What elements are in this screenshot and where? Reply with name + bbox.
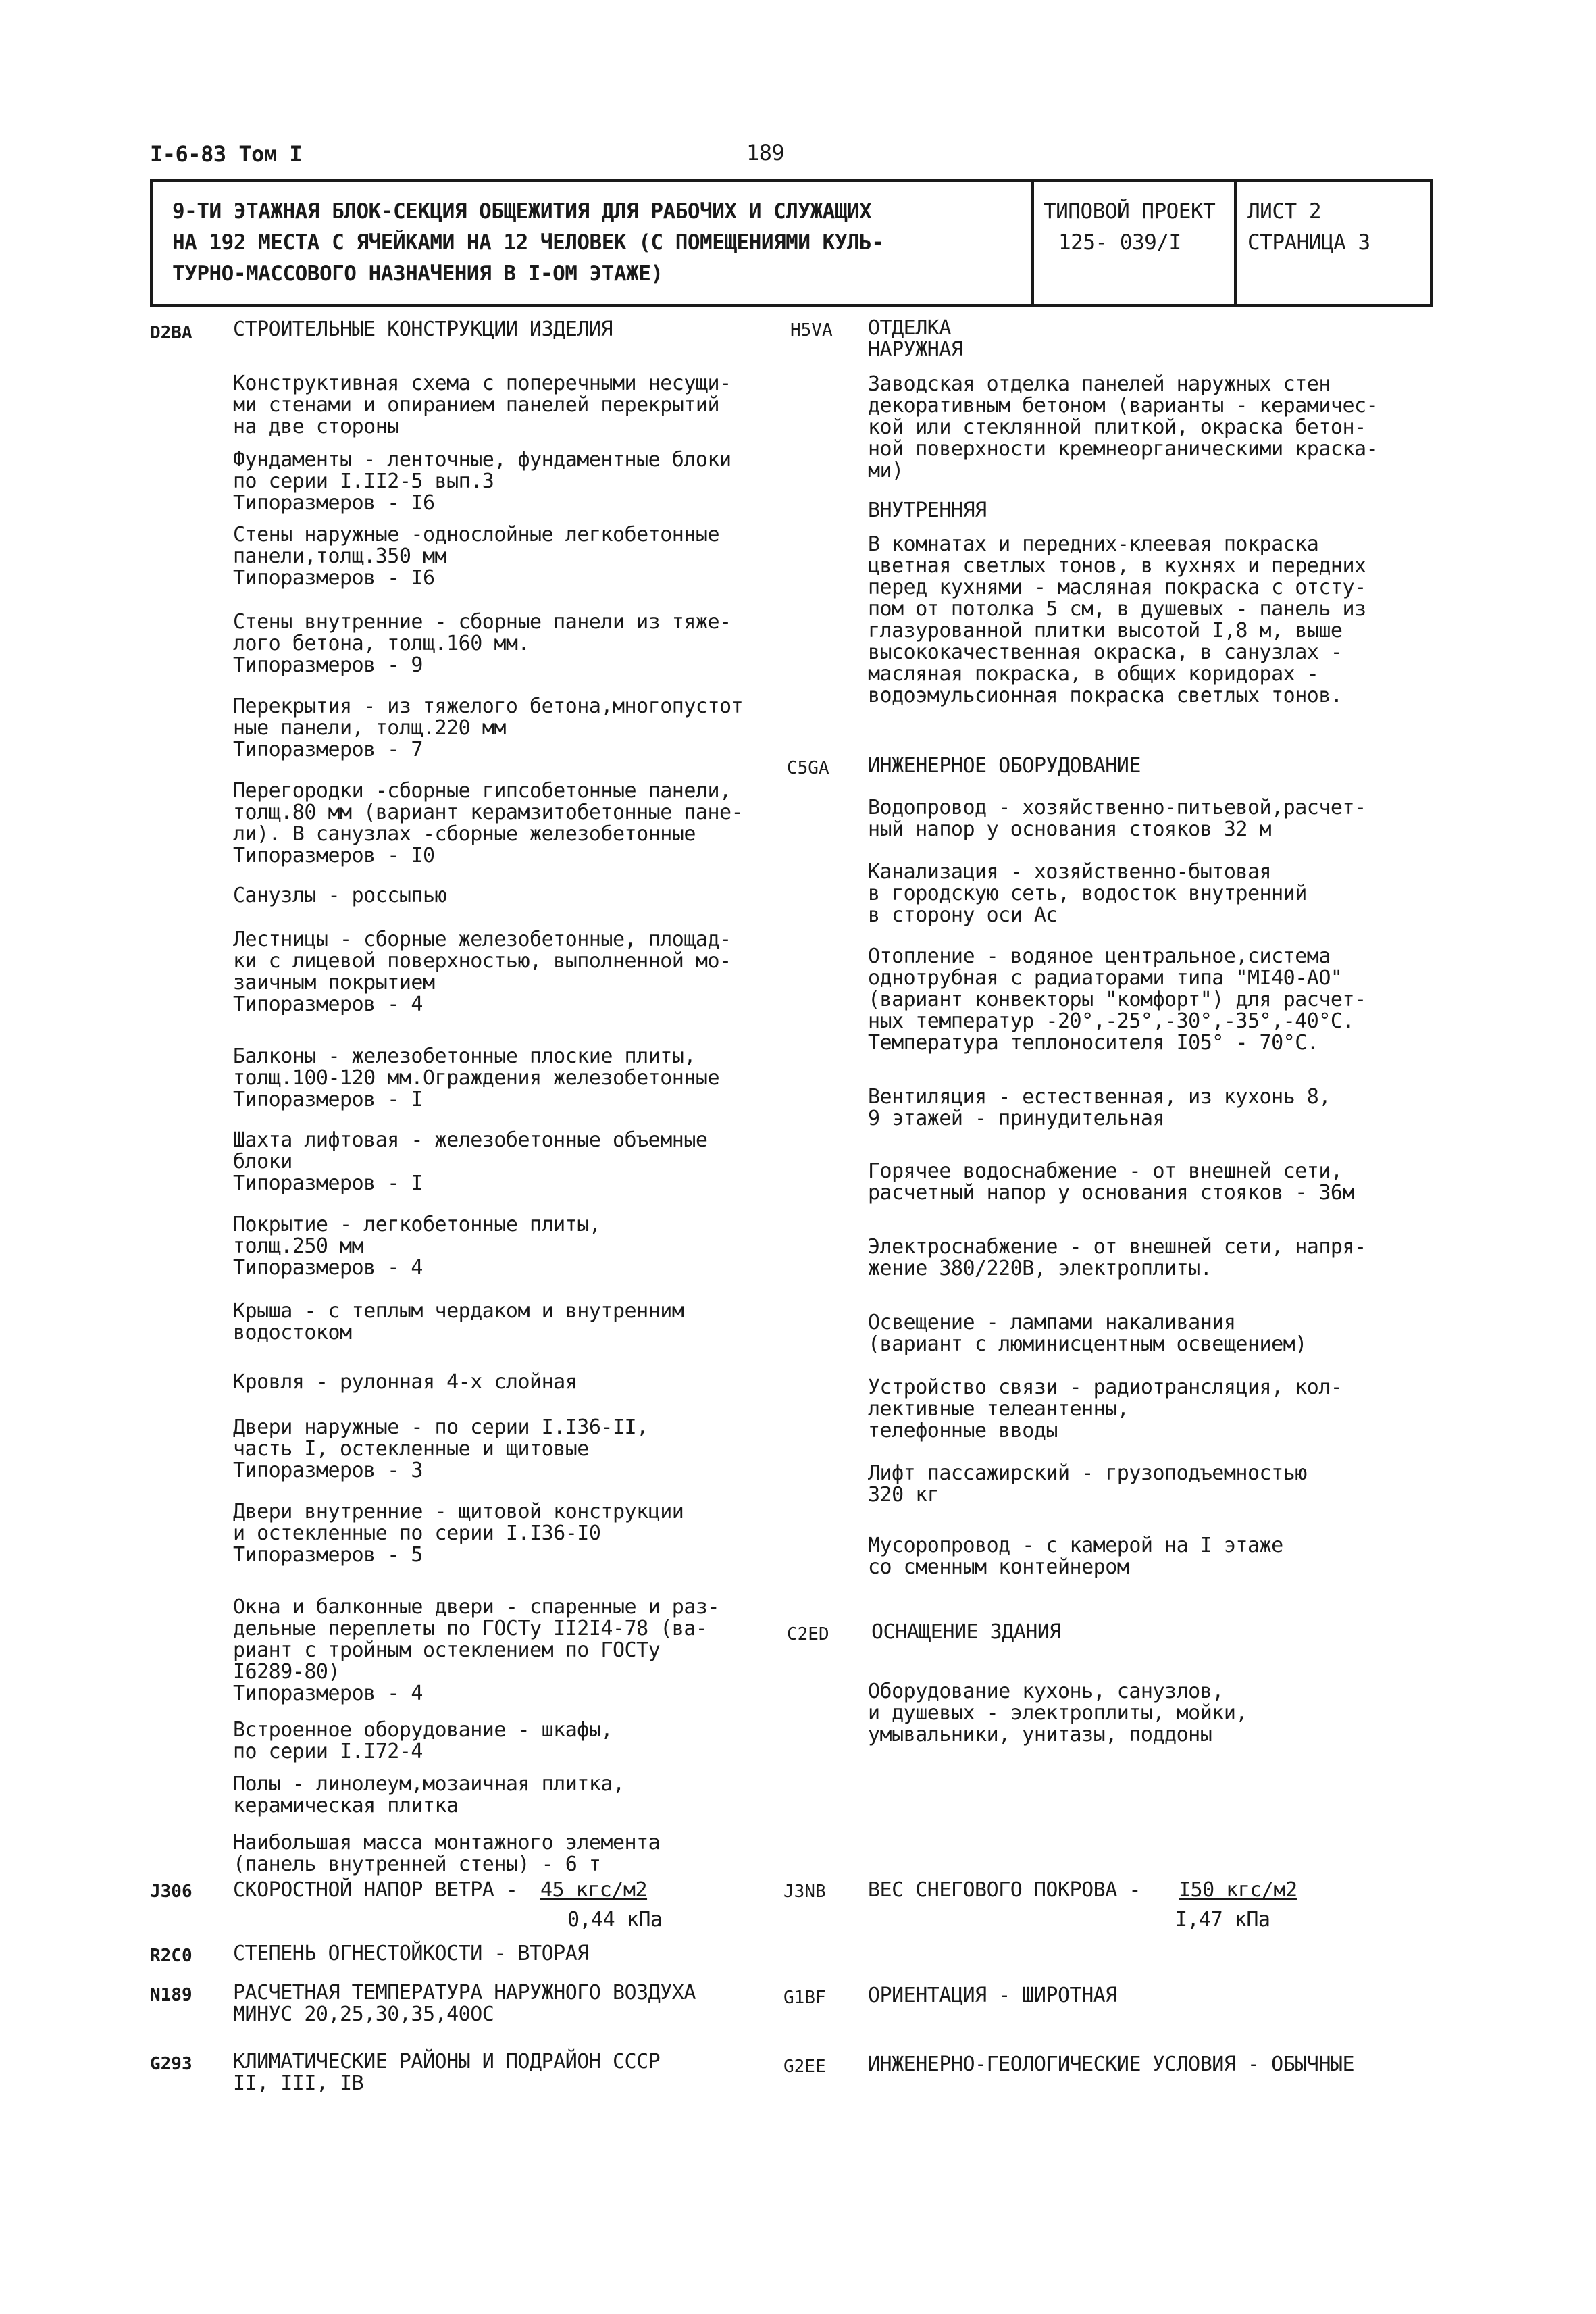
sewerage: Канализация - хозяйственно-бытовая в городскую сеть, водосток внутренний в сторону оси Ас <box>868 860 1307 927</box>
hot-water: Горячее водоснабжение - от внешней сети, расчетный напор у основания стояков - 36м <box>868 1159 1355 1205</box>
snow-label: ВЕС СНЕГОВОГО ПОКРОВА - <box>868 1878 1141 1902</box>
communications: Устройство связи - радиотрансляция, кол- лективные телеантенны, телефонные вводы <box>868 1376 1343 1442</box>
wind-code: J306 <box>150 1882 192 1902</box>
ventilation: Вентиляция - естественная, из кухонь 8, 9 этажей - принудительная <box>868 1085 1331 1130</box>
engineering-heading: ИНЖЕНЕРНОЕ ОБОРУДОВАНИЕ <box>868 754 1141 778</box>
inner-doors: Двери внутренние - щитовой конструкции и остекленные по серии I.I36-I0 Типоразмеров - 5 <box>233 1500 684 1567</box>
lighting: Освещение - лампами накаливания (вариант с люминисцентным освещением) <box>868 1311 1307 1356</box>
roof: Крыша - с теплым чердаком и внутренним водостоком <box>233 1299 684 1344</box>
equipment-code: C2ED <box>787 1624 829 1644</box>
title-divider-1 <box>1031 182 1034 304</box>
orientation: ОРИЕНТАЦИЯ - ШИРОТНАЯ <box>868 1984 1117 2007</box>
wind-label: СКОРОСТНОЙ НАПОР ВЕТРА - <box>233 1878 518 1902</box>
built-in-equipment: Встроенное оборудование - шкафы, по серии I.I72-4 <box>233 1718 613 1763</box>
floor-slabs: Перекрытия - из тяжелого бетона,многопустот ные панели, толщ.220 мм Типоразмеров - 7 <box>233 695 744 761</box>
heating: Отопление - водяное центральное,система однотрубная с радиаторами типа "МI40-АО" (вариант конвекторы "комфорт") для расчет- ных температур -20°,-25°,-30°,-35°,-40°С. Температура теплоносителя I05° - 70°С. <box>868 945 1366 1055</box>
elevator-shaft: Шахта лифтовая - железобетонные объемные блоки Типоразмеров - I <box>233 1128 708 1195</box>
water-supply: Водопровод - хозяйственно-питьевой,расчет- ный напор у основания стояков 32 м <box>868 796 1366 841</box>
max-element-mass: Наибольшая масса монтажного элемента (панель внутренней стены) - 6 т <box>233 1831 661 1876</box>
project-label: ТИПОВОЙ ПРОЕКТ <box>1044 199 1216 224</box>
geological-conditions: ИНЖЕНЕРНО-ГЕОЛОГИЧЕСКИЕ УСЛОВИЯ - ОБЫЧНЫЕ <box>868 2053 1355 2076</box>
section-code: D2BA <box>150 323 192 343</box>
wind-value-si: 0,44 кПа <box>567 1908 663 1932</box>
fire-code: R2C0 <box>150 1946 192 1966</box>
snow-value-si: I,47 кПа <box>1175 1908 1270 1932</box>
foundations: Фундаменты - ленточные, фундаментные блоки по серии I.II2-5 вып.3 Типоразмеров - I6 <box>233 448 731 515</box>
title-divider-2 <box>1234 182 1237 304</box>
section-heading-constructions: СТРОИТЕЛЬНЫЕ КОНСТРУКЦИИ ИЗДЕЛИЯ <box>233 318 613 341</box>
project-number: 125- 039/I <box>1058 230 1181 255</box>
bathrooms: Санузлы - россыпью <box>233 884 447 907</box>
windows: Окна и балконные двери - спаренные и раз- дельные переплеты по ГОСТу II2I4-78 (ва- риант с тройным остеклением по ГОСТу I6289-80) Типоразмеров - 4 <box>233 1595 720 1705</box>
climate-regions: КЛИМАТИЧЕСКИЕ РАЙОНЫ И ПОДРАЙОН СССР II, III, IВ <box>233 2050 661 2095</box>
document-reference: I-6-83 Том I <box>150 141 303 167</box>
equipment-heading: ОСНАЩЕНИЕ ЗДАНИЯ <box>871 1620 1061 1644</box>
roofing: Кровля - рулонная 4-х слойная <box>233 1370 577 1394</box>
finish-heading: ОТДЕЛКА НАРУЖНАЯ <box>868 316 963 361</box>
outer-finish: Заводская отделка панелей наружных стен декоративным бетоном (варианты - керамичес- кой или стеклянной плиткой, окраска бетон- ной поверхности кремнеорганическими краска- ми) <box>868 372 1379 482</box>
outer-walls: Стены наружные -однослойные легкобетонные панели,толщ.350 мм Типоразмеров - I6 <box>233 523 720 590</box>
wind-value: 45 кгс/м2 <box>540 1878 648 1902</box>
balconies: Балконы - железобетонные плоские плиты, толщ.100-120 мм.Ограждения железобетонные Типоразмеров - I <box>233 1045 720 1111</box>
garbage-chute: Мусоропровод - с камерой на I этаже со сменным контейнером <box>868 1534 1283 1579</box>
inner-walls: Стены внутренние - сборные панели из тяже- лого бетона, толщ.160 мм. Типоразмеров - 9 <box>233 610 731 677</box>
roof-covering: Покрытие - легкобетонные плиты, толщ.250 мм Типоразмеров - 4 <box>233 1213 601 1280</box>
orientation-code: G1BF <box>783 1988 826 2008</box>
passenger-elevator: Лифт пассажирский - грузоподъемностью 320 кг <box>868 1461 1307 1507</box>
climate-code: G293 <box>150 2054 192 2074</box>
electricity: Электроснабжение - от внешней сети, напря- жение 380/220В, электроплиты. <box>868 1235 1366 1280</box>
snow-value: I50 кгс/м2 <box>1179 1878 1297 1902</box>
constructive-scheme: Конструктивная схема с поперечными несущи- ми стенами и опиранием панелей перекрытий на две стороны <box>233 372 731 438</box>
partitions: Перегородки -сборные гипсобетонные панели, толщ.80 мм (вариант керамзитобетонные пане- ли). В санузлах -сборные железобетонные Типоразмеров - I0 <box>233 779 744 867</box>
snow-code: J3NB <box>783 1882 826 1902</box>
inner-finish: В комнатах и передних-клеевая покраска цветная светлых тонов, в кухнях и передних перед кухнями - масляная покраска с отсту- пом от потолка 5 см, в душевых - панель из глазурованной плитки высотой I,8 м, выше высококачественная окраска, в санузлах - масляная покраска, в общих коридорах - водоэмульсионная покраска светлых тонов. <box>868 532 1366 707</box>
page-label: СТРАНИЦА 3 <box>1247 230 1370 255</box>
temperature-code: N189 <box>150 1985 192 2005</box>
project-title: 9-ТИ ЭТАЖНАЯ БЛОК-СЕКЦИЯ ОБЩЕЖИТИЯ ДЛЯ РАБОЧИХ И СЛУЖАЩИХ НА 192 МЕСТА С ЯЧЕЙКАМИ НА 12 ЧЕЛОВЕК (С ПОМЕЩЕНИЯМИ КУЛЬ- ТУРНО-МАССОВОГО НАЗНАЧЕНИЯ В I-ОМ ЭТАЖЕ) <box>172 199 884 286</box>
building-equipment: Оборудование кухонь, санузлов, и душевых - электроплиты, мойки, умывальники, унитазы, поддоны <box>868 1680 1247 1746</box>
page-number: 189 <box>746 140 785 166</box>
floors: Полы - линолеум,мозаичная плитка, керамическая плитка <box>233 1772 625 1817</box>
inner-finish-heading: ВНУТРЕННЯЯ <box>868 499 987 522</box>
sheet-label: ЛИСТ 2 <box>1247 199 1321 224</box>
outer-doors: Двери наружные - по серии I.I36-II, часть I, остекленные и щитовые Типоразмеров - 3 <box>233 1415 648 1482</box>
fire-resistance: СТЕПЕНЬ ОГНЕСТОЙКОСТИ - ВТОРАЯ <box>233 1942 589 1965</box>
engineering-code: C5GA <box>787 758 829 778</box>
geology-code: G2EE <box>783 2057 826 2077</box>
finish-code: H5VA <box>790 320 833 341</box>
staircases: Лестницы - сборные железобетонные, площад- ки с лицевой поверхностью, выполненной мо- заичным покрытием Типоразмеров - 4 <box>233 928 731 1016</box>
title-block <box>150 179 1433 307</box>
design-temperature: РАСЧЕТНАЯ ТЕМПЕРАТУРА НАРУЖНОГО ВОЗДУХА МИНУС 20,25,30,35,40ОС <box>233 1981 696 2026</box>
